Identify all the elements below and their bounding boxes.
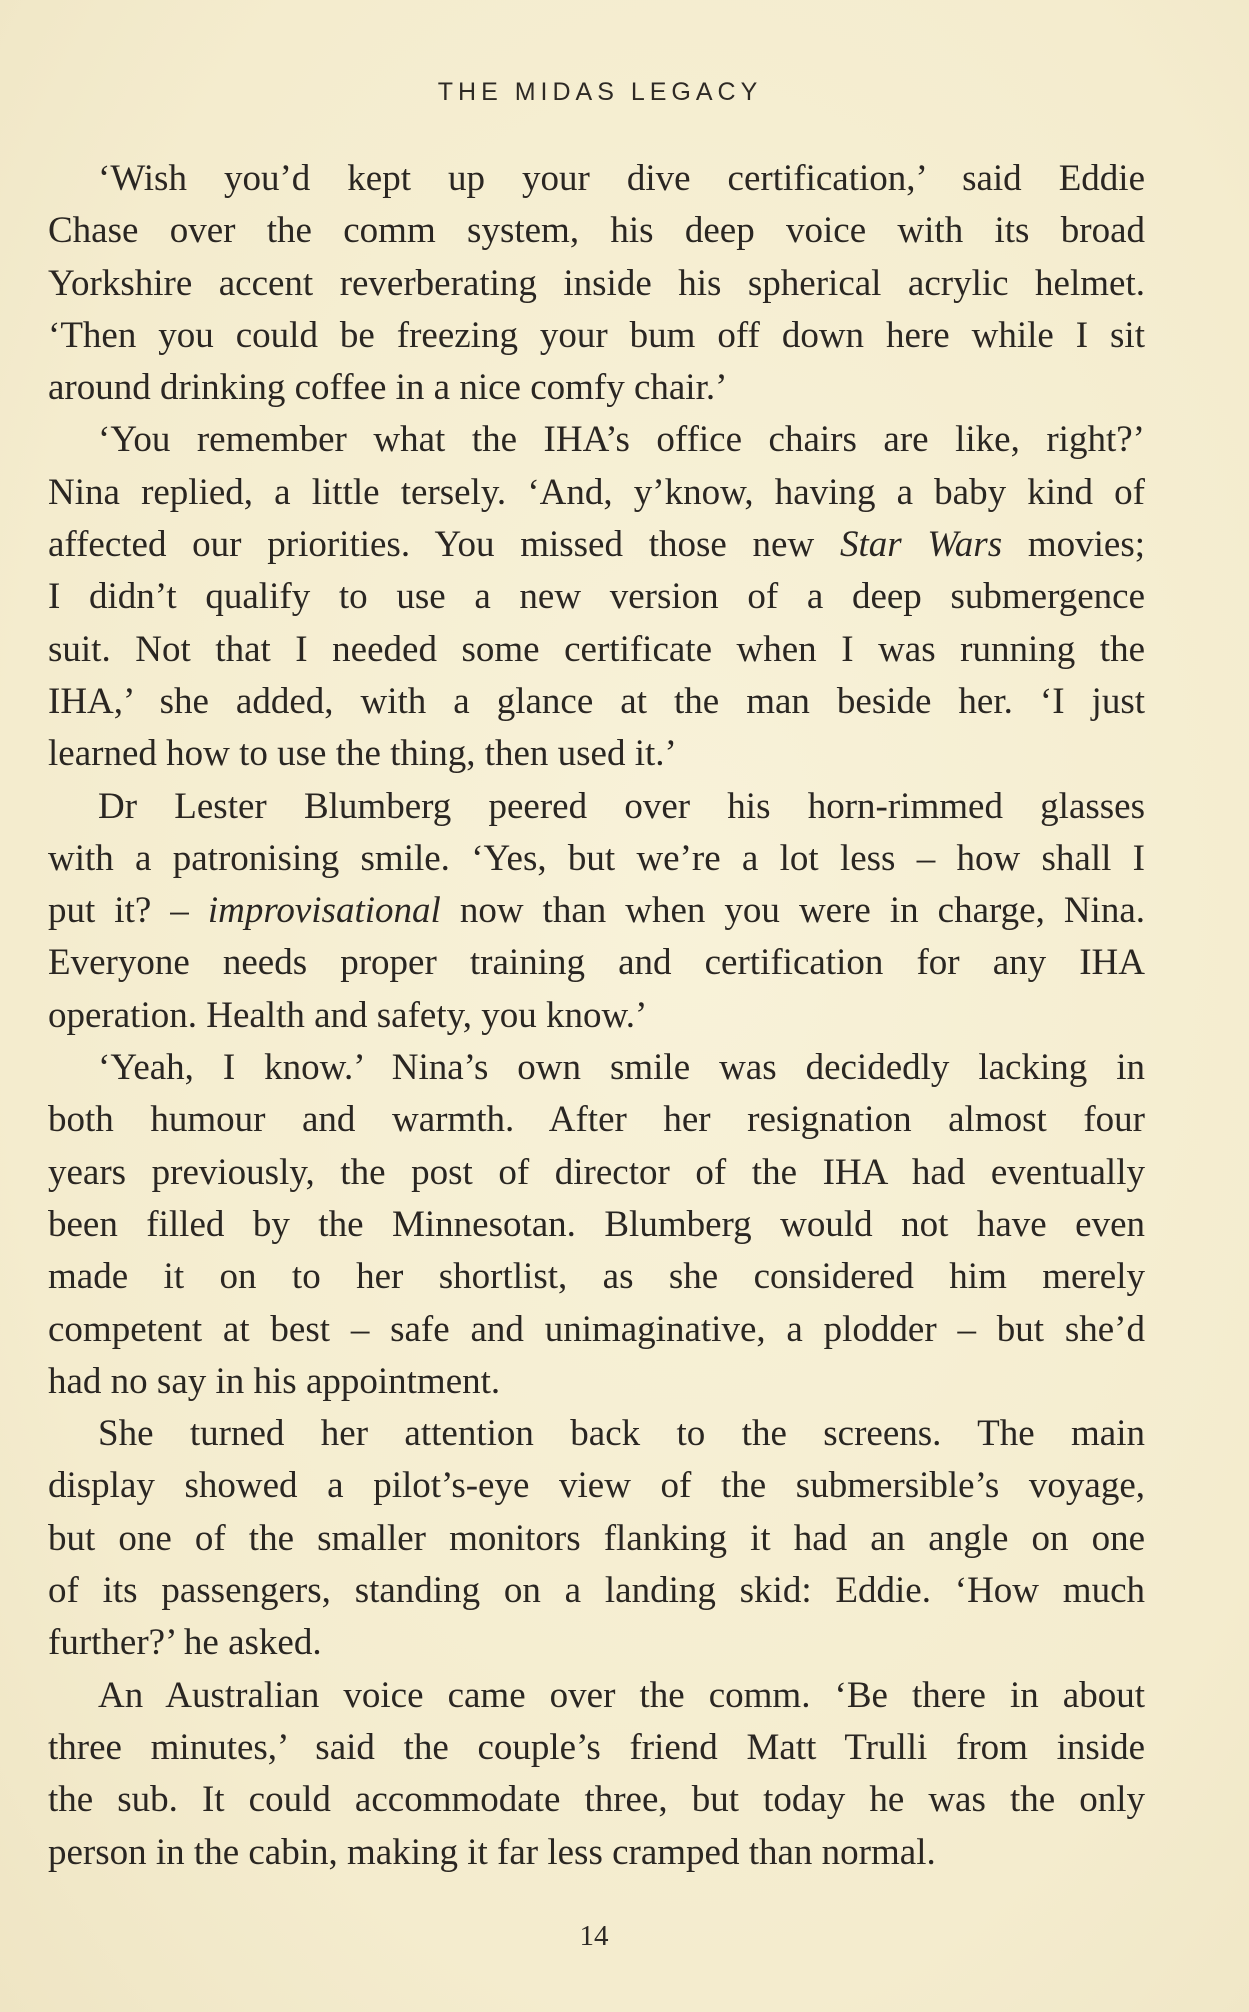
paragraph xyxy=(48,153,1145,414)
text-line: of its passengers, standing on a landing skid: Eddie. ‘How much xyxy=(48,1570,1145,1612)
running-head: THE MIDAS LEGACY xyxy=(437,78,763,106)
text-run: now than when you were in charge, Nina. xyxy=(440,890,1146,932)
text-line: both humour and warmth. After her resignation almost four xyxy=(48,1099,1145,1141)
paragraph xyxy=(48,1670,1145,1879)
paragraph xyxy=(48,1408,1145,1669)
text-line: ‘Yeah, I know.’ Nina’s own smile was decidedly lacking in xyxy=(98,1047,1145,1089)
text-line: but one of the smaller monitors flanking it had an angle on one xyxy=(48,1517,1145,1559)
text-line: Chase over the comm system, his deep voice with its broad xyxy=(48,210,1145,252)
text-line: Nina replied, a little tersely. ‘And, y’know, having a baby kind of xyxy=(48,471,1145,513)
text-line: had no say in his appointment. xyxy=(48,1360,501,1402)
text-line: around drinking coffee in a nice comfy chair.’ xyxy=(48,367,728,409)
text-line: suit. Not that I needed some certificate when I was running the xyxy=(48,628,1145,670)
text-line: person in the cabin, making it far less cramped than normal. xyxy=(48,1831,936,1873)
text-line: ‘Then you could be freezing your bum off down here while I sit xyxy=(48,314,1145,356)
text-line: operation. Health and safety, you know.’ xyxy=(48,994,648,1036)
italic-title: improvisational xyxy=(207,890,441,932)
text-line: An Australian voice came over the comm. ‘Be there in about xyxy=(98,1674,1145,1716)
text-line: IHA,’ she added, with a glance at the man beside her. ‘I just xyxy=(48,680,1145,722)
text-line: Everyone needs proper training and certification for any IHA xyxy=(48,942,1145,984)
text-line: I didn’t qualify to use a new version of a deep submergence xyxy=(48,576,1145,618)
text-line: competent at best – safe and unimaginative, a plodder – but she’d xyxy=(48,1308,1145,1350)
text-line xyxy=(48,519,1145,571)
text-line: Yorkshire accent reverberating inside his spherical acrylic helmet. xyxy=(48,262,1145,304)
page-number: 14 xyxy=(579,1920,609,1952)
paragraph xyxy=(48,781,1145,1042)
text-line: three minutes,’ said the couple’s friend Matt Trulli from inside xyxy=(48,1726,1145,1768)
italic-title: Star Wars xyxy=(839,524,1003,566)
text-line: ‘Wish you’d kept up your dive certification,’ said Eddie xyxy=(98,158,1145,199)
text-line: She turned her attention back to the screens. The main xyxy=(98,1413,1145,1455)
text-line xyxy=(48,885,1145,937)
text-line: learned how to use the thing, then used it.’ xyxy=(48,733,677,775)
paragraph xyxy=(48,1042,1145,1408)
text-run: affected our priorities. You missed those new xyxy=(48,524,840,566)
text-line: the sub. It could accommodate three, but today he was the only xyxy=(48,1779,1145,1821)
text-line: with a patronising smile. ‘Yes, but we’re a lot less – how shall I xyxy=(48,837,1145,879)
text-run: put it? – xyxy=(48,890,208,932)
text-line: ‘You remember what the IHA’s office chairs are like, right?’ xyxy=(98,419,1145,461)
text-run: movies; xyxy=(1002,524,1146,566)
text-line: years previously, the post of director of the IHA had eventually xyxy=(48,1151,1145,1193)
text-line: made it on to her shortlist, as she considered him merely xyxy=(48,1256,1145,1298)
text-line: been filled by the Minnesotan. Blumberg would not have even xyxy=(48,1203,1145,1245)
body-text xyxy=(48,153,1145,1879)
text-line: display showed a pilot’s-eye view of the submersible’s voyage, xyxy=(48,1465,1145,1507)
paragraph xyxy=(48,414,1145,780)
text-line: Dr Lester Blumberg peered over his horn-rimmed glasses xyxy=(98,785,1145,827)
text-line: further?’ he asked. xyxy=(48,1622,322,1664)
